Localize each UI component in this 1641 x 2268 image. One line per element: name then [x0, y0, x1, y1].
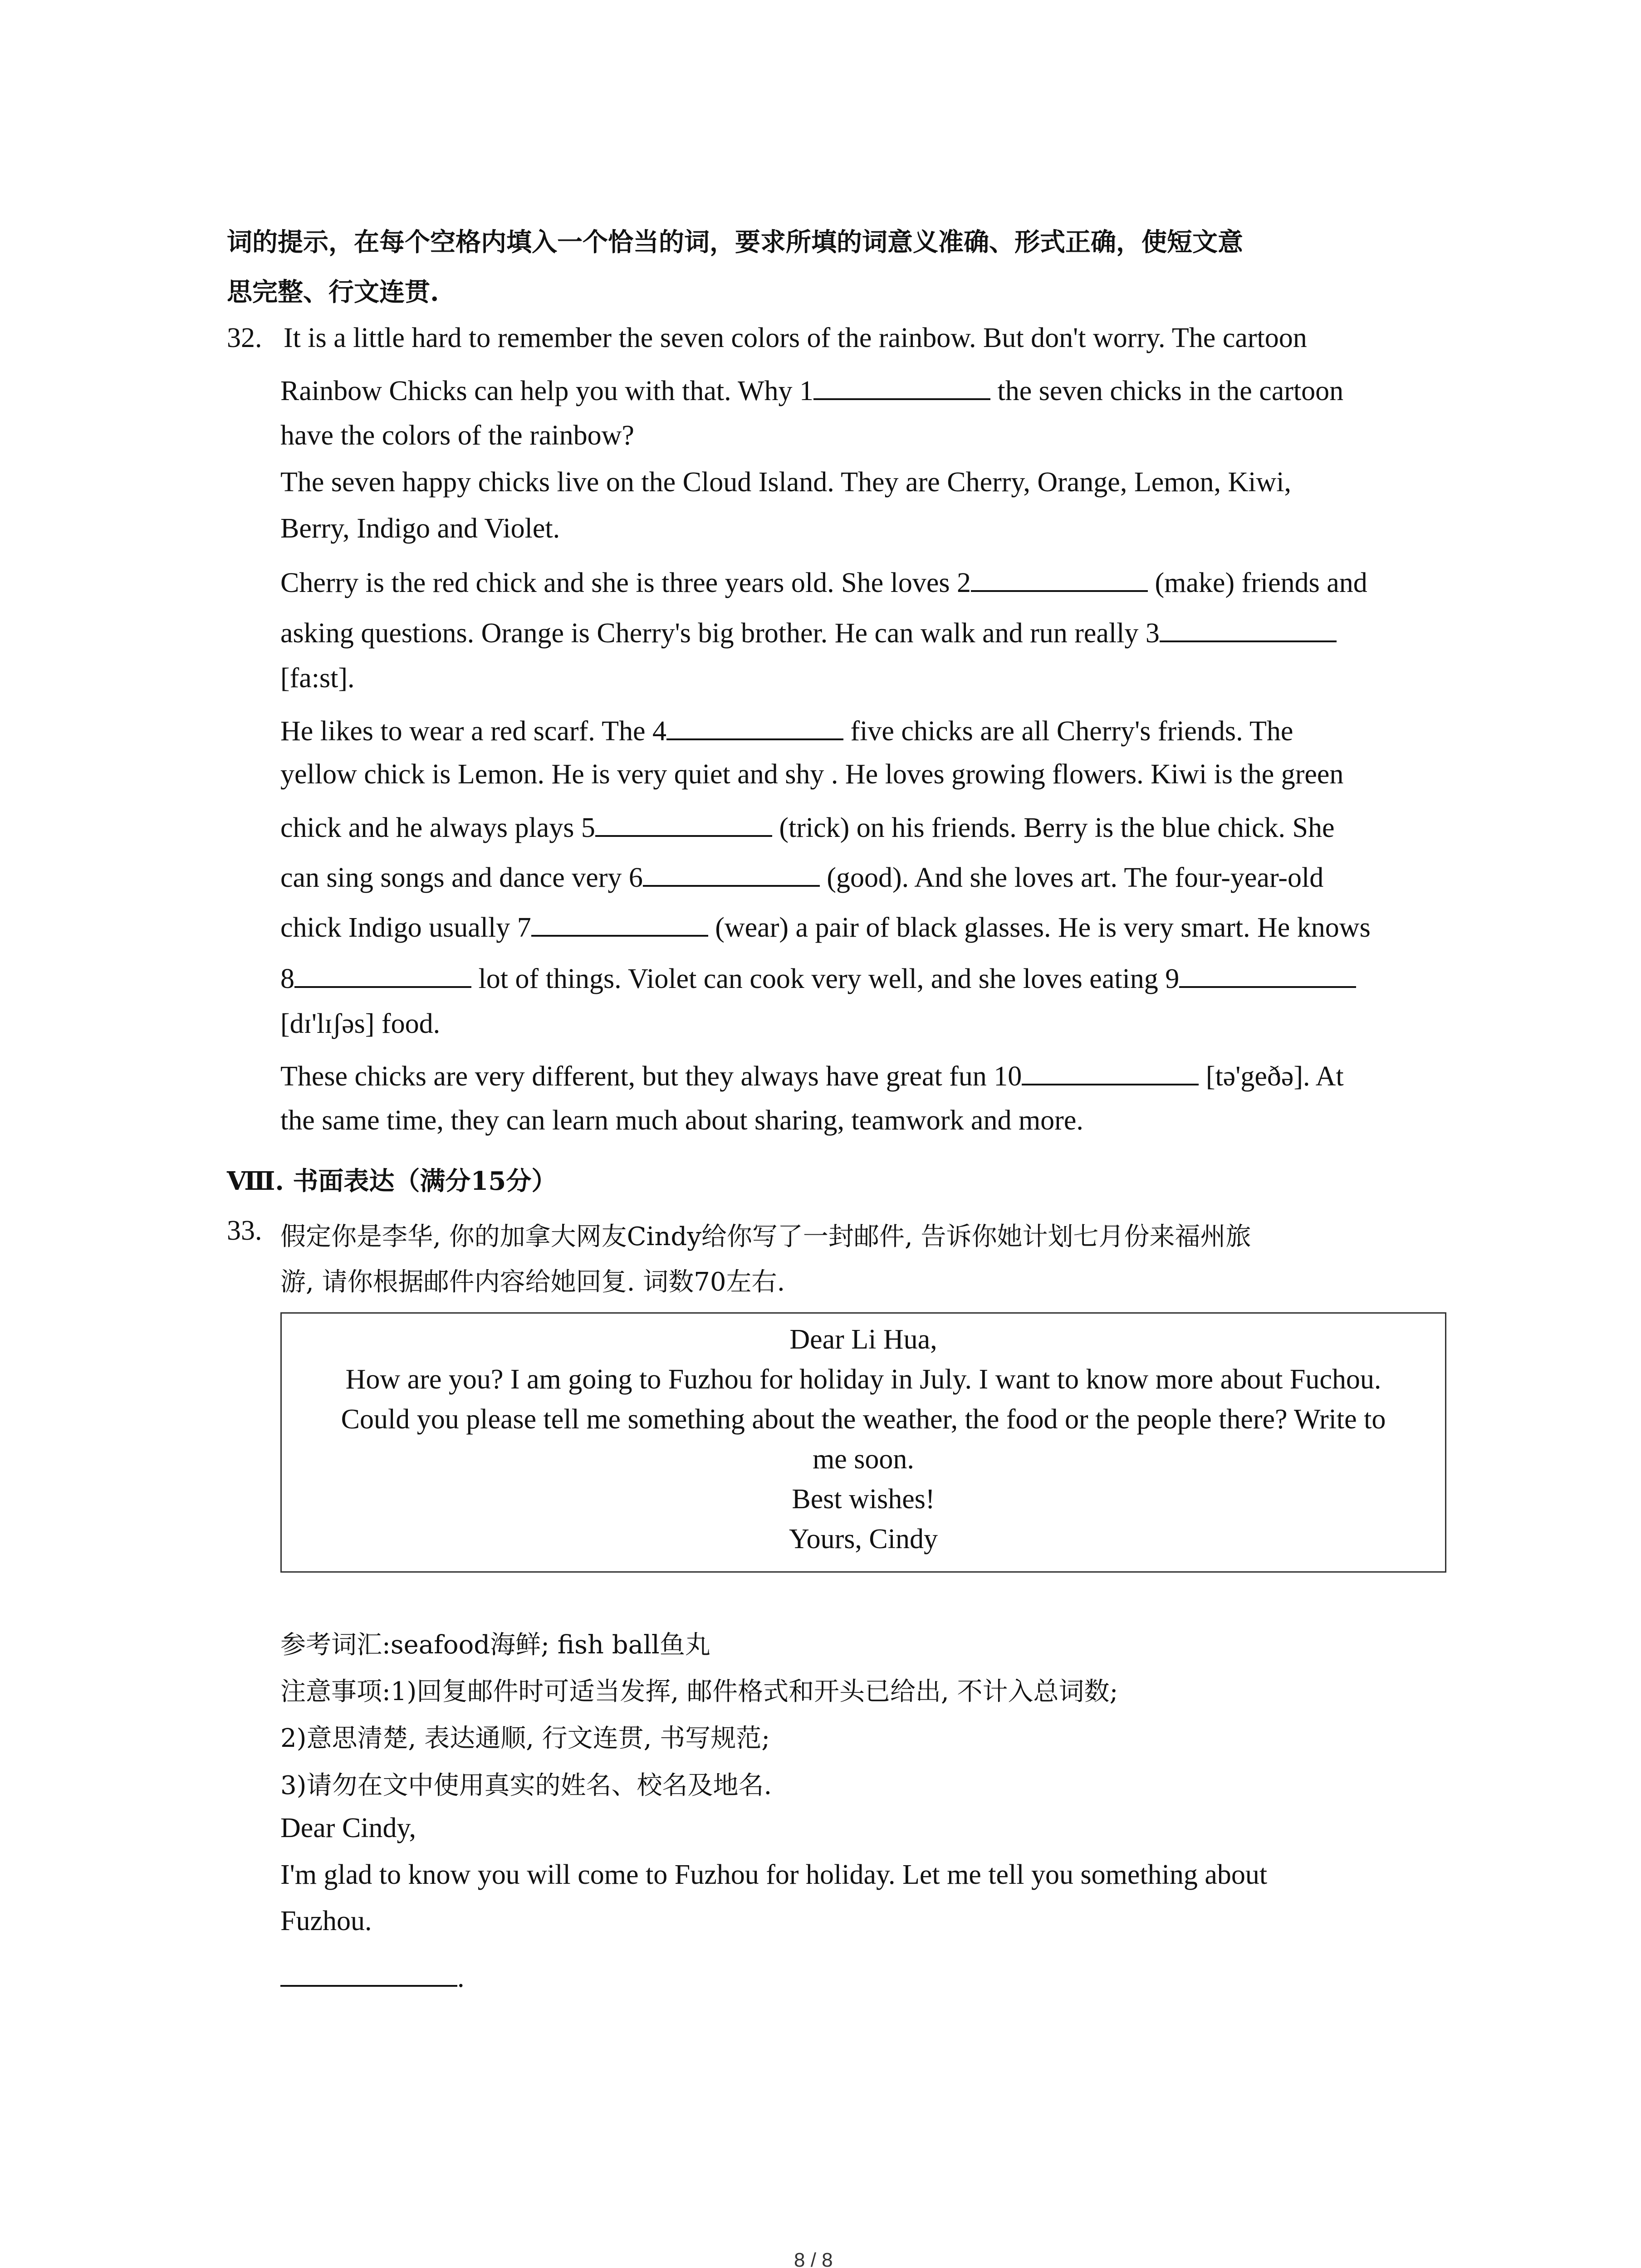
passage-line: [fa:st]. — [280, 663, 355, 694]
passage-line: [dɪ'lɪʃəs] food. — [280, 1008, 441, 1039]
vocab-hint: 参考词汇:seafood海鲜; fish ball鱼丸 — [280, 1630, 710, 1660]
note-line: 注意事项:1)回复邮件时可适当发挥, 邮件格式和开头已给出, 不计入总词数; — [280, 1677, 1118, 1706]
answer-blank-7[interactable] — [531, 909, 708, 937]
question-33-prompt-line-1: 假定你是李华, 你的加拿大网友Cindy给你写了一封邮件, 告诉你她计划七月份来福州旅 — [280, 1222, 1251, 1251]
answer-blank-1[interactable] — [813, 373, 990, 400]
letter-line: How are you? I am going to Fuzhou for holiday in July. I want to know more about Fuchou. — [345, 1364, 1381, 1395]
passage-line: yellow chick is Lemon. He is very quiet and shy . He loves growing flowers. Kiwi is the green — [280, 759, 1344, 790]
letter-line: Dear Li Hua, — [789, 1324, 937, 1355]
passage-line: chick Indigo usually 7 (wear) a pair of black glasses. He is very smart. He knows — [280, 909, 1371, 944]
passage-line: Cherry is the red chick and she is three years old. She loves 2 (make) friends and — [280, 565, 1367, 599]
letter-box — [280, 1312, 1446, 1573]
answer-blank-8[interactable] — [294, 961, 471, 988]
reply-writing-area[interactable]: . — [280, 1960, 465, 1994]
passage-line: 8 lot of things. Violet can cook very well, and she loves eating 9 — [280, 961, 1356, 995]
note-line: 3)请勿在文中使用真实的姓名、校名及地名. — [280, 1771, 772, 1800]
letter-line: Could you please tell me something about the weather, the food or the people there? Write to — [341, 1404, 1386, 1435]
answer-blank-5[interactable] — [595, 810, 772, 837]
answer-blank-3[interactable] — [1160, 615, 1337, 642]
passage-line: the same time, they can learn much about sharing, teamwork and more. — [280, 1105, 1083, 1136]
note-line: 2)意思清楚, 表达通顺, 行文连贯, 书写规范; — [280, 1724, 770, 1753]
letter-line: Best wishes! — [792, 1484, 935, 1515]
passage-line: Rainbow Chicks can help you with that. Why 1 the seven chicks in the cartoon — [280, 373, 1343, 407]
passage-line: have the colors of the rainbow? — [280, 420, 634, 451]
answer-blank-2[interactable] — [971, 565, 1148, 592]
instructions-line-2: 思完整、行文连贯. — [227, 277, 439, 307]
answer-blank-6[interactable] — [643, 860, 820, 887]
instructions-line-1: 词的提示，在每个空格内填入一个恰当的词，要求所填的词意义准确、形式正确，使短文意 — [227, 227, 1243, 257]
question-33-number: 33. — [227, 1215, 262, 1246]
answer-blank-9[interactable] — [1179, 961, 1356, 988]
passage-line: asking questions. Orange is Cherry's big brother. He can walk and run really 3 — [280, 615, 1337, 650]
answer-blank-4[interactable] — [666, 713, 843, 740]
passage-line: It is a little hard to remember the seven colors of the rainbow. But don't worry. The cartoon — [284, 323, 1307, 353]
passage-line: chick and he always plays 5 (trick) on his friends. Berry is the blue chick. She — [280, 810, 1335, 844]
reply-line-2: Fuzhou. — [280, 1906, 372, 1936]
letter-line: me soon. — [813, 1444, 914, 1475]
passage-line: can sing songs and dance very 6 (good). And she loves art. The four-year-old — [280, 860, 1323, 894]
letter-line: Yours, Cindy — [789, 1524, 938, 1554]
answer-blank-reply[interactable] — [280, 1960, 457, 1987]
passage-line: These chicks are very different, but they always have great fun 10 [tə'geðə]. At — [280, 1058, 1344, 1093]
passage-line: The seven happy chicks live on the Cloud Island. They are Cherry, Orange, Lemon, Kiwi, — [280, 467, 1291, 498]
question-32-number: 32. — [227, 323, 262, 353]
passage-line: He likes to wear a red scarf. The 4 five chicks are all Cherry's friends. The — [280, 713, 1293, 748]
section-8-title: Ⅷ. 书面表达（满分15分） — [227, 1166, 557, 1196]
passage-line: Berry, Indigo and Violet. — [280, 513, 560, 544]
page-number: 8 / 8 — [794, 2249, 833, 2268]
reply-line-1: I'm glad to know you will come to Fuzhou for holiday. Let me tell you something about — [280, 1859, 1268, 1890]
answer-blank-10[interactable] — [1022, 1058, 1199, 1085]
reply-greeting: Dear Cindy, — [280, 1813, 416, 1843]
question-33-prompt-line-2: 游, 请你根据邮件内容给她回复. 词数70左右. — [280, 1267, 785, 1297]
